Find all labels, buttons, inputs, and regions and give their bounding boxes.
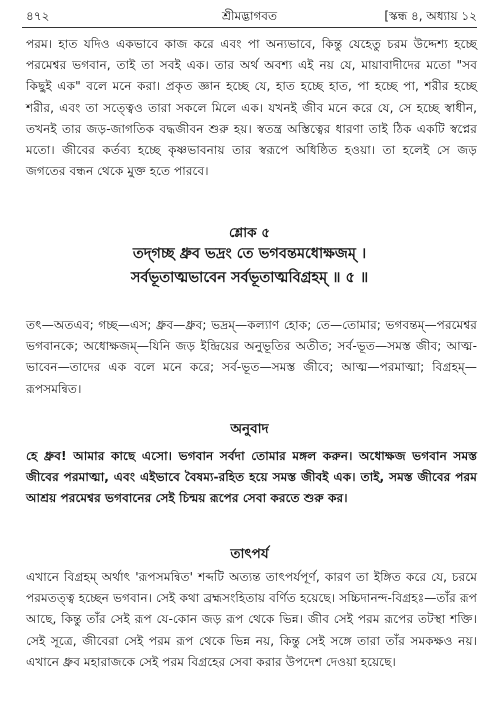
translation-text: হে ধ্রুব! আমার কাছে এসো। ভগবান সর্বদা তোমার মঙ্গল করুন। অধোক্ষজ ভগবান সমস্ত জীবের পরমাত্মা, এবং এইভাবে বৈষম্য-রহিত হয়ে সমস্ত জীবই এক। তাই, সমস্ত জীবের পরম আশ্রয় পরমেশ্বর ভগবানের সেই চিন্ময় রূপের সেবা করতে শুরু কর। [26,449,477,506]
translation-heading: অনুবাদ [230,421,269,437]
section-reference: [স্কন্ধ ৪, অধ্যায় ১২ [384,9,477,23]
header-rule [22,27,477,28]
verse-line-2: সর্বভূতাত্মভাবেন সর্বভূতাত্মবিগ্রহম্‌ ॥ ৫ ॥ [130,270,369,286]
purport-text: এখানে বিগ্রহম্‌ অর্থাৎ 'রূপসমন্বিত' শব্দটি অত্যন্ত তাৎপর্যপূর্ণ, কারণ তা ইঙ্গিত করে যে, চরমে পরমতত্ত্ব হচ্ছেন ভগবান। সেই কথা ব্রহ্মসংহিতায় বর্ণিত হয়েছে। সচ্চিদানন্দ-বিগ্রহঃ—তাঁর রূপ আছে, কিন্তু তাঁর সেই রূপ যে-কোন জড় রূপ থেকে ভিন্ন। জীব সেই পরম রূপের তটস্থা শক্তি। সেই সূত্রে, জীবেরা সেই পরম রূপ থেকে ভিন্ন নয়, কিন্তু সেই সঙ্গে তারা তাঁর সমকক্ষও নয়। এখানে ধ্রুব মহারাজকে সেই পরম বিগ্রহের সেবা করার উপদেশ দেওয়া হয়েছে। [26,570,477,669]
synonyms-paragraph: তৎ—অতএব; গচ্ছ—এস; ধ্রুব—ধ্রুব; ভদ্রম্‌—কল্যাণ হোক; তে—তোমার; ভগবন্তম্‌—পরমেশ্বর ভগবানকে; অধোক্ষজম্‌—যিনি জড় ইন্দ্রিয়ের অনুভূতির অতীত; সর্ব-ভূত—সমস্ত জীব; আত্ম-ভাবেন—তাদের এক বলে মনে করে; সর্ব-ভূত—সমস্ত জীবে; আত্ম—পরমাত্মা; বিগ্রহম্‌—রূপসমন্বিত। [26,318,477,396]
intro-paragraph: পরম। হাত যদিও একভাবে কাজ করে এবং পা অন্যভাবে, কিন্তু যেহেতু চরম উদ্দেশ্য হচ্ছে পরমেশ্বর ভগবান, তাই তা সবই এক। তার অর্থ অবশ্য এই নয় যে, মায়াবাদীদের মতো "সব কিছুই এক" বলে মনে করা। প্রকৃত জ্ঞান হচ্ছে যে, হাত হচ্ছে হাত, পা হচ্ছে পা, শরীর হচ্ছে শরীর, এবং তা সত্ত্বেও তারা সকলে মিলে এক। যখনই জীব মনে করে যে, সে হচ্ছে স্বাধীন, তখনই তার জড়-জাগতিক বদ্ধজীবন শুরু হয়। স্বতন্ত্র অস্তিত্বের ধারণা তাই ঠিক একটি স্বপ্নের মতো। জীবের কর্তব্য হচ্ছে কৃষ্ণভাবনায় তার স্বরূপে অধিষ্ঠিত হওয়া। তা হলেই সে জড় জগতের বন্ধন থেকে মুক্ত হতে পারবে। [26,37,477,179]
book-title: শ্রীমদ্ভাগবত [221,9,277,23]
verse-line-1: তদ্‌গচ্ছ ধ্রুব ভদ্রং তে ভগবন্তমধোক্ষজম্‌ । [132,246,367,262]
purport-heading: তাৎপর্য [230,546,269,562]
page-number: ৪৭২ [26,9,50,23]
verse-heading: শ্লোক ৫ [228,225,271,241]
page-header [22,6,477,26]
